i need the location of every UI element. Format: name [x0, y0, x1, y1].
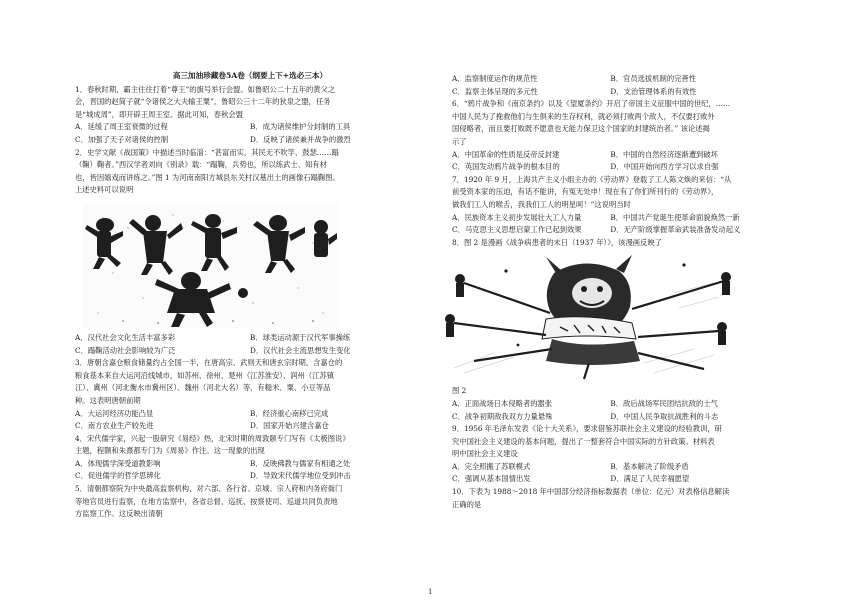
cuju-ball — [238, 288, 248, 298]
question-3 — [75, 357, 425, 433]
option-a: A．体现儒学深受道教影响 — [75, 458, 161, 468]
option-b: B．基本解决了阶级矛盾 — [610, 461, 689, 471]
option-b: B．中国的自然经济逐渐遭到破坏 — [610, 149, 718, 159]
figure-2-war-cartoon — [452, 253, 804, 381]
war-cartoon-image — [434, 253, 734, 381]
option-c: C．南方农业生产较先进 — [75, 421, 154, 431]
q3-line: 江）、冀州（河北衡水市冀州区）、魏州（河北大名）等，有糙米、粟、小豆等品 — [75, 383, 331, 393]
option-d: D．国家开始兴建含嘉仓 — [250, 421, 329, 431]
option-c: C．英国发动鸦片战争的根本目的 — [452, 162, 560, 172]
question-9 — [452, 423, 804, 486]
left-column — [75, 70, 425, 521]
option-b: B．球类运动源于汉代军事操练 — [250, 332, 351, 342]
option-a: A．完全照搬了苏联模式 — [452, 461, 531, 471]
option-b: B．成为诸侯维护分封制的工具 — [250, 122, 351, 132]
q9-line: 9．1956 年毛泽东发表《论十大关系》，要求借鉴苏联社会主义建设的经验教训，研 — [452, 424, 722, 434]
option-b: B．经济重心南移已完成 — [250, 408, 329, 418]
q5-options — [452, 86, 804, 99]
option-d: D．中国人民争取抗战胜利的斗志 — [610, 411, 719, 421]
q9-line: 明中国社会主义建设 — [452, 449, 518, 459]
q6-line: 示了 — [452, 136, 467, 146]
option-b: B．敌后战场军民团结抗敌的士气 — [610, 398, 718, 408]
question-1 — [75, 84, 425, 147]
q4-options — [75, 458, 425, 471]
q1-line: 是“城成周”，即开辟王周王室。据此可知，春秋会盟 — [75, 109, 243, 119]
option-a: A．中国革命的性质是反帝反封建 — [452, 149, 560, 159]
q7-line: 做我们工人的喉舌，我我们工人的明星呵！”这说明当时 — [452, 199, 631, 209]
q9-line: 究中国社会主义建设的基本问题，提出了一整套符合中国实际的方针政策。材料表 — [452, 436, 715, 446]
q4-options — [75, 470, 425, 483]
q3-options — [75, 408, 425, 421]
q7-options — [452, 224, 804, 237]
question-8 — [452, 237, 804, 423]
option-b: B．中国共产党诞生使革命面貌焕然一新 — [610, 212, 740, 222]
option-a: A．民族资本主义初步发展壮大工人力量 — [452, 212, 582, 222]
q2-line: 也，皆因嬉戏而讲练之。”图 1 为河南南阳方城县东关村汉墓出土的画像石蹋鞠图。 — [75, 172, 340, 182]
option-c: C．马克思主义思想启蒙工作已起到效果 — [452, 225, 582, 235]
q5-options — [452, 73, 804, 86]
q2-line: 上述史料可以说明 — [75, 185, 134, 195]
q9-options — [452, 461, 804, 474]
q2-line: （鞠）鞠者。”西汉学者刘向《别录》载：“蹋鞠，兵势也，所以练武士、知有材 — [75, 160, 327, 170]
option-d: D．无产阶级掌握革命武装准备发动起义 — [610, 225, 741, 235]
q4-line: 主题，程颢和朱熹都专门为《周易》作注。这一现象的出现 — [75, 446, 265, 456]
option-c: C．战争初期敌我双方力量悬殊 — [452, 411, 553, 421]
option-a: A．大运河经济功能凸显 — [75, 408, 154, 418]
q5-line: 5．清朝都察院为中央最高监察机构，对六部、各行省、京城、宗人府和内务府衙门 — [75, 484, 343, 494]
q5-line: 等地官员进行监察，在地方监察中，各省总督、巡抚、按察使司、巡道共同负责地 — [75, 496, 338, 506]
option-d: D．导致宋代儒学地位受到冲击 — [250, 471, 351, 481]
q1-options — [75, 121, 425, 134]
option-c: C．促进儒学的哲学思辨化 — [75, 471, 161, 481]
q1-line: 会，晋国的赵简子就“令诸侯之大夫输王粟”。鲁昭公三十二年的狄泉之盟，任务 — [75, 97, 331, 107]
q5-line: 方监察工作。这反映出清朝 — [75, 509, 163, 519]
option-a: A．汉代社会文化生活丰富多彩 — [75, 332, 176, 342]
q10-line: 正确的是 — [452, 499, 482, 509]
option-c: C．蹋鞠活动社会影响较为广泛 — [75, 345, 176, 355]
option-d: D．中国开始向西方学习以求自强 — [610, 162, 719, 172]
option-b: B．反映佛教与儒家有相通之处 — [250, 458, 351, 468]
page-number: 1 — [428, 588, 433, 596]
q2-options — [75, 345, 425, 358]
q6-line: 国侵略者，而且要打败既不愿意也无能力保卫这个国家的封建统治者。” 该论述揭 — [452, 124, 710, 134]
option-a: A．正面战场日本侵略者的嚣张 — [452, 398, 553, 408]
q10-line: 10．下表为 1988～2018 年中国部分经济指标数据表（单位：亿元）对表格信息解读 — [452, 487, 730, 497]
option-b: B．官员选拔机制的完善性 — [610, 74, 697, 83]
option-c: C．监察主体呈现的多元性 — [452, 86, 538, 96]
option-c: C．加强了天子对诸侯的控制 — [75, 134, 169, 144]
question-10 — [452, 486, 804, 511]
q6-line: 6．“鸦片战争和《南京条约》以及《望厦条约》开启了帝国主义征服中国的世纪，…… — [452, 99, 731, 109]
q8-options — [452, 398, 804, 411]
q8-line: 8．图 2 是漫画《战争病患者的末日（1937 年）》，该漫画反映了 — [452, 237, 662, 247]
q8-options — [452, 411, 804, 424]
option-c: C．强调从基本国情出发 — [452, 474, 531, 484]
q7-options — [452, 212, 804, 225]
question-2 — [75, 147, 425, 358]
cuju-relief-image — [83, 203, 338, 328]
q3-options — [75, 420, 425, 433]
figure-2-caption: 图 2 — [452, 386, 467, 396]
option-d: D．汉代社会主流思想发生变化 — [250, 345, 351, 355]
question-4 — [75, 433, 425, 483]
q3-line: 粮食基本来自大运河沿线城市，如苏州、徐州、楚州（江苏淮安）、润州（江苏镇 — [75, 370, 335, 380]
q7-line: 7．1920 年 9 月，上海共产主义小组主办的《劳动界》登载了工人陈文焕的来信：“从 — [452, 174, 732, 184]
question-7 — [452, 174, 804, 237]
option-d: D．支治管理体系的有效性 — [610, 86, 697, 96]
exam-title: 高三加油珍藏卷5A卷（纲要上下+选必三本） — [172, 71, 328, 80]
option-a: A．监察制度运作的规范性 — [452, 74, 538, 83]
option-d: D．反映了诸侯兼并战争的激烈 — [250, 134, 351, 144]
option-a: A．延缓了周王室衰微的过程 — [75, 122, 168, 132]
option-d: D．满足了人民幸福愿望 — [610, 474, 690, 484]
q1-options — [75, 134, 425, 147]
q9-options — [452, 473, 804, 486]
q6-options — [452, 161, 804, 174]
q2-options — [75, 332, 425, 345]
q6-line: 中国人民为了挽救他们与生俱来的生存权利，就必须打败两个敌人，不仅要打败外 — [452, 111, 715, 121]
q3-line: 3．唐朝含嘉仓粮食储量约占全国一半，在唐高宗、武则天和唐玄宗时期，含嘉仓的 — [75, 358, 343, 368]
question-6 — [452, 98, 804, 174]
q3-line: 种。这表明唐朝前期 — [75, 395, 141, 405]
q7-line: 前受资本家的压迫，有话不能讲，有冤无处申！现在有了你们所刊行的《劳动界》， — [452, 187, 719, 197]
q6-options — [452, 149, 804, 162]
q2-line: 2．史学文献《战国策》中描述当时临淄：“甚富而实，其民无不吹竽、鼓瑟……蹋 — [75, 147, 339, 157]
q1-line: 1．春秋时期，霸主往往打着“尊王”的旗号举行会盟。如鲁昭公二十五年的黄父之 — [75, 84, 336, 94]
right-column — [452, 73, 804, 511]
q4-line: 4．宋代儒学家，兴起一股研究《易经》热，北宋时期的周敦颐专门写有《太极图说》 — [75, 433, 350, 443]
figure-1-cuju-stone-relief — [83, 203, 338, 328]
question-5 — [75, 483, 425, 521]
